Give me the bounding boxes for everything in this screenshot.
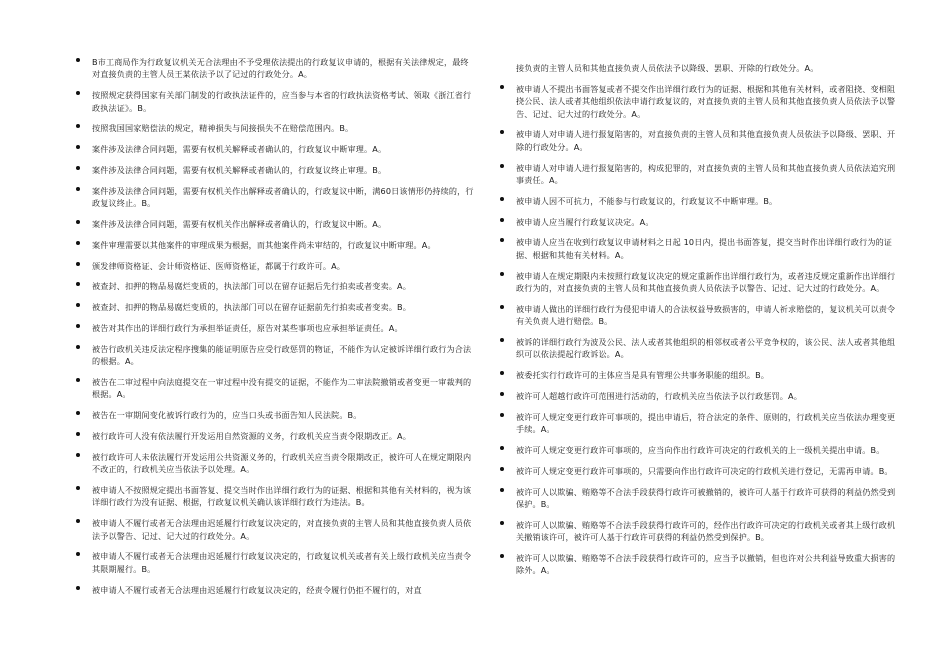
list-item-text: 被委托实行行政许可的主体应当是具有管理公共事务职能的组织。B。 (516, 370, 770, 381)
list-item (500, 83, 900, 120)
list-item-text: 被申请人不按照规定提出书面答复、提交当时作出详细行政行为的证据、根据和其他有关材料的，视为该详细行政行为没有证据、根据，行政复议机关确认该详细行政行为违法。B。 (92, 484, 472, 508)
bullet-icon (500, 371, 504, 375)
list-item-text: 被许可人以欺骗、贿赂等不合法手段获得行政许可的，应当予以撤销，但也许对公共利益导致重大损害的除外。A。 (516, 553, 896, 576)
list-item-text: 被许可人以欺骗、贿赂等不合法手段获得行政许可的，经作出行政许可决定的行政机关或者其上级行政机关撤销该许可，被许可人基于行政许可获得的利益仍然受到保护。B。 (516, 519, 896, 543)
list-item-text: 被申请人在规定期限内未按照行政复议决定的规定重新作出详细行政行为，或者违反规定重新作出详细行政行为的，对直接负责的主管人员和其他直接负责人员依法予以警告、记过、记大过的行政处分。A。 (516, 270, 896, 294)
list-item-text: 被申请人做出的详细行政行为侵犯申请人的合法权益导致损害的，申请人祈求赔偿的，复议机关可以责令有关负责人进行赔偿。B。 (516, 303, 896, 327)
list-item (500, 369, 900, 381)
bullet-icon (500, 338, 504, 342)
list-item-text: 被告行政机关违反法定程序搜集的能证明原告应受行政惩罚的物证，不能作为认定被诉详细行政行为合法的根据。A。 (92, 343, 472, 367)
list-item-text: 按照我国国家赔偿法的规定，精神损失与间接损失不在赔偿范围内。B。 (92, 123, 354, 134)
list-item (500, 444, 900, 456)
bullet-icon (76, 241, 80, 245)
list-item (76, 301, 476, 313)
bullet-icon (500, 130, 504, 134)
list-item-text: 被申请人对申请人进行报复陷害的，构成犯罪的，对直接负责的主管人员和其他直接负责人员依法追究刑事责任。A。 (516, 162, 896, 186)
list-item-text: 颁发律师资格证、会计师资格证、医师资格证，都属于行政许可。A。 (92, 260, 346, 271)
list-item (76, 164, 476, 176)
list-item (76, 322, 476, 334)
list-item-text: 被申请人应当在收到行政复议申请材料之日起 10日内，提出书面答复，提交当时作出详细行政行为的证据、根据和其他有关材料。A。 (516, 237, 893, 260)
list-item-text: 被行政许可人没有依法履行开发运用自然资源的义务，行政机关应当责令限期改正。A。 (92, 430, 411, 441)
bullet-icon (500, 467, 504, 471)
bullet-icon (76, 166, 80, 170)
bullet-icon (76, 58, 80, 62)
bullet-icon (76, 552, 80, 556)
bullet-icon (76, 345, 80, 349)
list-item (76, 484, 476, 509)
list-item (500, 303, 900, 328)
bullet-icon (76, 91, 80, 95)
bullet-icon (76, 324, 80, 328)
bullet-icon (500, 446, 504, 450)
list-item-text: 被许可人规定变更行政许可事项的，提出申请后，符合法定的条件、原则的，行政机关应当依法办理变更手续。A。 (516, 411, 896, 435)
list-item (76, 218, 476, 230)
list-item (76, 185, 476, 210)
list-item-text: 被许可人规定变更行政许可事项的，只需要向作出行政许可决定的行政机关进行登记，无需再申请。B。 (516, 465, 893, 476)
left-item-list (76, 56, 476, 596)
list-item-text: 被申请人应当履行行政复议决定。A。 (516, 216, 654, 227)
list-item (500, 128, 900, 153)
list-item (76, 550, 476, 575)
list-item (76, 122, 476, 134)
list-item-text: 按照规定获得国家有关部门制发的行政执法证件的，应当参与本省的行政执法资格考试、领取《浙江省行政执法证》。B。 (92, 90, 472, 113)
list-item-text: 被申请人因不可抗力，不能参与行政复议的，行政复议不中断审理。B。 (516, 195, 778, 206)
bullet-icon (500, 554, 504, 558)
list-item (500, 486, 900, 511)
bullet-icon (500, 164, 504, 168)
left-column (76, 56, 476, 604)
list-item (500, 519, 900, 544)
right-continuation (500, 62, 900, 74)
bullet-icon (500, 238, 504, 242)
right-item-list (500, 83, 900, 577)
list-item-text: 被告在一审期间变化被诉行政行为的，应当口头或书面告知人民法院。B。 (92, 410, 362, 421)
list-item (76, 584, 476, 596)
bullet-icon (500, 197, 504, 201)
list-item-text: 被许可人规定变更行政许可事项的，应当向作出行政许可决定的行政机关的上一级机关提出申请。B。 (516, 445, 885, 456)
list-item (76, 430, 476, 442)
list-item (76, 239, 476, 251)
continuation-text: 接负责的主管人员和其他直接负责人员依法予以降级、罢职、开除的行政处分。A。 (516, 63, 819, 73)
bullet-icon (500, 392, 504, 396)
bullet-icon (500, 521, 504, 525)
list-item-text: 被诉的详细行政行为波及公民、法人或者其他组织的相邻权或者公平竞争权的，该公民、法人或者其他组织可以依法提起行政诉讼。A。 (516, 337, 896, 360)
bullet-icon (76, 262, 80, 266)
bullet-icon (500, 218, 504, 222)
list-item-text: 案件涉及法律合同问题，需要有权机关作出解释或者确认的，行政复议中断。A。 (92, 219, 387, 229)
list-item-text: 被申请人不履行或者无合法理由迟延履行行政复议决定的，对直接负责的主管人员和其他直接负责人员依法予以警告、记过、记大过的行政处分。A。 (92, 518, 472, 541)
list-item (500, 336, 900, 361)
list-item (500, 195, 900, 207)
bullet-icon (76, 453, 80, 457)
bullet-icon (76, 432, 80, 436)
list-item-text: 被许可人以欺骗、贿赂等不合法手段获得行政许可被撤销的，被许可人基于行政许可获得的利益仍然受到保护。B。 (516, 486, 896, 510)
bullet-icon (76, 303, 80, 307)
list-item (500, 390, 900, 402)
list-item (76, 343, 476, 368)
list-item-text: 案件审理需要以其他案件的审理成果为根据，而其他案件尚未审结的，行政复议中断审理。A。 (92, 239, 436, 250)
list-item (500, 162, 900, 187)
list-item-text: 被查封、扣押的物品易腐烂变质的，执法部门可以在留存证据后先行拍卖或者变卖。A。 (92, 281, 411, 292)
list-item-text: B市工商局作为行政复议机关无合法理由不予受理依法提出的行政复议申请的，根据有关法律规定，最终对直接负责的主管人员王某依法予以了记过的行政处分。A。 (92, 57, 469, 80)
list-item (76, 517, 476, 542)
list-item-text: 被告对其作出的详细行政行为承担举证责任，原告对某些事项也应承担举证责任。A。 (92, 322, 403, 333)
list-item-text: 被行政许可人未依法履行开发运用公共资源义务的，行政机关应当责令限期改正，被许可人在规定期限内不改正的，行政机关应当依法予以处理。A。 (92, 451, 472, 475)
list-item-text: 被查封、扣押的物品易腐烂变质的，执法部门可以在留存证据前先行拍卖或者变卖。B。 (92, 302, 411, 313)
bullet-icon (76, 519, 80, 523)
bullet-icon (76, 282, 80, 286)
list-item-text: 被申请人对申请人进行报复陷害的，对直接负责的主管人员和其他直接负责人员依法予以降级、罢职、开除的行政处分。A。 (516, 129, 896, 152)
list-item-text: 被申请人不履行或者无合法理由迟延履行行政复议决定的，行政复议机关或者有关上级行政机关应当责令其限期履行。B。 (92, 551, 472, 574)
list-item-text: 案件涉及法律合同问题，需要有权机关作出解释或者确认的，行政复议中断，满60日该情形仍持续的，行政复议终止。B。 (92, 185, 474, 209)
list-item (500, 270, 900, 295)
list-item (76, 376, 476, 401)
list-item (76, 143, 476, 155)
list-item (76, 260, 476, 272)
bullet-icon (76, 220, 80, 224)
list-item-text: 被告在二审过程中向法庭提交在一审过程中没有提交的证据，不能作为二审法院撤销或者变更一审裁判的根据。A。 (92, 376, 472, 400)
bullet-icon (76, 486, 80, 490)
list-item (500, 552, 900, 577)
list-item-text: 案件涉及法律合同问题，需要有权机关解释或者确认的，行政复议中断审理。A。 (92, 144, 387, 155)
bullet-icon (500, 413, 504, 417)
list-item-text: 被申请人不履行或者无合法理由迟延履行行政复议决定的，经责令履行仍拒不履行的，对直 (92, 584, 422, 595)
list-item (76, 451, 476, 476)
list-item (76, 409, 476, 421)
list-item (500, 465, 900, 477)
list-item (76, 280, 476, 292)
list-item-text: 被申请人不提出书面答复或者不提交作出详细行政行为的证据、根据和其他有关材料，或者阻挠、变相阻挠公民、法人或者其他组织依法申请行政复议的，对直接负责的主管人员和其他直接负责人员依法予以警告、记过、记大过的行政处分。A。 (516, 83, 896, 119)
list-item (500, 411, 900, 436)
list-item (500, 216, 900, 228)
bullet-icon (76, 411, 80, 415)
bullet-icon (76, 187, 80, 191)
bullet-icon (500, 272, 504, 276)
list-item-text: 案件涉及法律合同问题，需要有权机关解释或者确认的，行政复议终止审理。B。 (92, 165, 387, 175)
list-item (76, 56, 476, 81)
bullet-icon (76, 145, 80, 149)
list-item (76, 89, 476, 114)
bullet-icon (76, 586, 80, 590)
bullet-icon (76, 124, 80, 128)
bullet-icon (500, 305, 504, 309)
list-item (500, 236, 900, 261)
right-column (500, 62, 900, 585)
list-item-text: 被许可人超越行政许可范围进行活动的，行政机关应当依法予以行政惩罚。A。 (516, 391, 802, 402)
bullet-icon (500, 488, 504, 492)
bullet-icon (500, 85, 504, 89)
bullet-icon (76, 378, 80, 382)
